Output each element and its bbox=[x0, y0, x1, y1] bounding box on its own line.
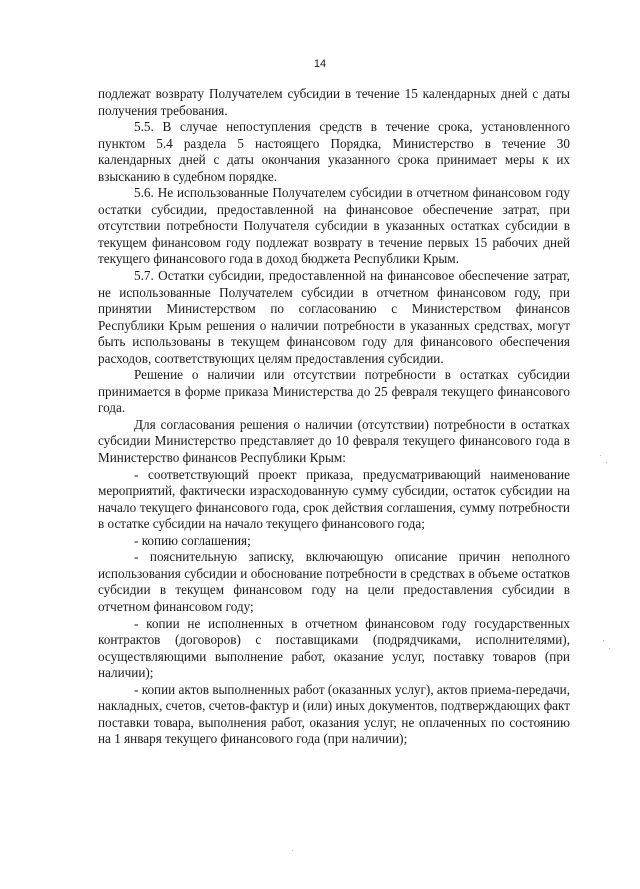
scan-speck bbox=[600, 455, 601, 456]
list-item-explanatory-note: - пояснительную записку, включающую описание причин неполного использования субсидии и обоснование потребности в средствах в объеме остатков субсидии в текущем финансовом году на цели предоставления субсидии в отчетном финансовом году; bbox=[98, 549, 570, 614]
paragraph-continuation: подлежат возврату Получателем субсидии в течение 15 календарных дней с даты получения требования. bbox=[98, 86, 570, 118]
page-number: 14 bbox=[313, 58, 327, 70]
list-item-draft-order: - соответствующий проект приказа, предусматривающий наименование мероприятий, фактически израсходованную сумму субсидии, остаток субсидии на начало текущего финансового года, срок действия соглашения, сумму потребности в остатке субсидии на начало текущего финансового года; bbox=[98, 466, 570, 532]
paragraph-decision: Решение о наличии или отсутствии потребности в остатках субсидии принимается в форме приказа Министерства до 25 февраля текущего финансового года. bbox=[98, 367, 570, 416]
scan-speck bbox=[292, 850, 293, 851]
list-item-contract-copies: - копии не исполненных в отчетном финансовом году государственных контрактов (договоров) с поставщиками (подрядчиками, исполнителями), осуществляющими выполнение работ, оказание услуг, поставку товаров (при наличии); bbox=[98, 615, 570, 681]
scan-speck bbox=[606, 462, 607, 463]
scan-speck bbox=[603, 640, 604, 641]
paragraph-5-6: 5.6. Не использованные Получателем субсидии в отчетном финансовом году остатки субсидии, предоставленной на финансовое обеспечение затрат, при отсутствии потребности Получателя субсидии в указанных остатках субсидии в текущем финансовом году подлежат возврату в течение первых 15 рабочих дней текущего финансового года в доход бюджета Республики Крым. bbox=[98, 185, 570, 267]
paragraph-5-5: 5.5. В случае непоступления средств в течение срока, установленного пунктом 5.4 раздела 5 настоящего Порядка, Министерство в течение 30 календарных дней с даты окончания указанного срока принимает меры к их взысканию в судебном порядке. bbox=[98, 119, 570, 184]
paragraph-5-7: 5.7. Остатки субсидии, предоставленной на финансовое обеспечение затрат, не использованные Получателем субсидии в отчетном финансовом году, при принятии Министерством по согласованию с Министерством финансов Республики Крым решения о наличии потребности в указанных средствах, могут быть использованы в текущем финансовом году для финансового обеспечения расходов, соответствующих целям предоставления субсидии. bbox=[98, 268, 570, 366]
document-body bbox=[98, 86, 570, 748]
scan-speck bbox=[609, 648, 610, 649]
paragraph-approval: Для согласования решения о наличии (отсутствии) потребности в остатках субсидии Министерство представляет до 10 февраля текущего финансового года в Министерство финансов Республики Крым: bbox=[98, 416, 570, 466]
list-item-acts-copies: - копии актов выполненных работ (оказанных услуг), актов приема-передачи, накладных, счетов, счетов-фактур и (или) иных документов, подтверждающих факт поставки товара, выполнения работ, оказания услуг, не оплаченных по состоянию на 1 января текущего финансового года (при наличии); bbox=[98, 681, 570, 747]
list-item-agreement-copy: - копию соглашения; bbox=[134, 532, 251, 548]
